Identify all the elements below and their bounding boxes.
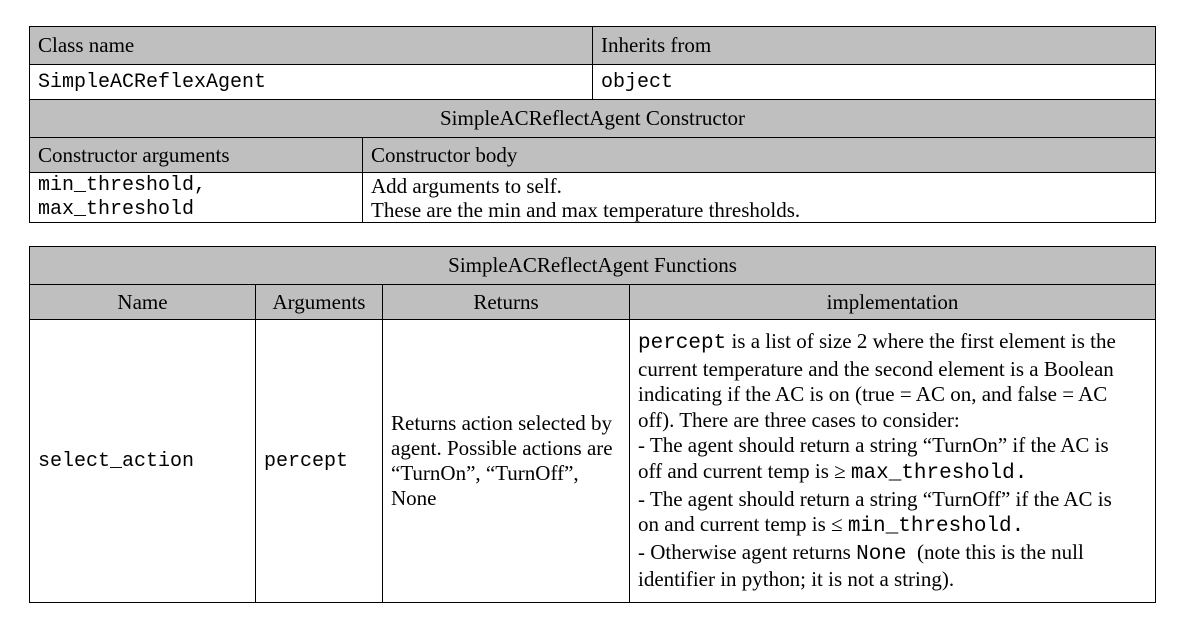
impl-text: (note this is the null	[906, 539, 1084, 564]
impl-text: - The agent should return a string “TurnOn” if the AC is	[638, 433, 1109, 458]
implementation-header: implementation	[630, 285, 1156, 320]
impl-text: - Otherwise agent returns	[638, 539, 857, 564]
impl-text: is a list of size 2 where the first element is the	[726, 329, 1116, 354]
code-percept: percept	[638, 332, 727, 356]
functions-table	[29, 246, 1156, 603]
constructor-body-header: Constructor body	[363, 138, 1156, 173]
function-name: select_action	[30, 320, 256, 603]
function-arguments: percept	[256, 320, 383, 603]
constructor-arg-max-threshold: max_threshold	[38, 197, 195, 221]
table-row	[30, 320, 1156, 603]
inherits-from-header: Inherits from	[593, 27, 1156, 65]
returns-header: Returns	[383, 285, 630, 320]
impl-text: - The agent should return a string “TurnOff” if the AC is	[638, 486, 1112, 511]
name-header: Name	[30, 285, 256, 320]
constructor-arguments-header: Constructor arguments	[30, 138, 363, 173]
code-max-threshold: max_threshold.	[850, 462, 1028, 485]
impl-text: current temperature and the second element is a Boolean	[638, 356, 1114, 381]
functions-title: SimpleACReflectAgent Functions	[30, 247, 1156, 285]
constructor-body-value	[363, 173, 1156, 223]
impl-text: on and current temp is ≤	[638, 512, 848, 537]
code-none: None	[856, 542, 907, 566]
constructor-body-line: Add arguments to self.	[371, 173, 562, 198]
function-returns: Returns action selected by agent. Possible actions are “TurnOn”, “TurnOff”, None	[383, 320, 630, 603]
function-implementation	[630, 320, 1156, 603]
constructor-arg-min-threshold: min_threshold,	[38, 173, 207, 197]
constructor-title: SimpleACReflectAgent Constructor	[30, 100, 1156, 138]
inherits-from-value: object	[593, 65, 1156, 100]
arguments-header: Arguments	[256, 285, 383, 320]
impl-text: identifier in python; it is not a string).	[638, 567, 955, 592]
constructor-arguments-value	[30, 173, 363, 223]
code-min-threshold: min_threshold.	[847, 515, 1025, 539]
constructor-body-line: These are the min and max temperature thresholds.	[371, 197, 801, 222]
impl-text: indicating if the AC is on (true = AC on, and false = AC	[638, 382, 1108, 407]
class-name-value: SimpleACReflexAgent	[30, 65, 593, 100]
class-definition-table	[29, 26, 1156, 223]
impl-text: off and current temp is ≥	[638, 459, 851, 483]
class-name-header: Class name	[30, 27, 593, 65]
impl-text: off). There are three cases to consider:	[638, 407, 960, 432]
